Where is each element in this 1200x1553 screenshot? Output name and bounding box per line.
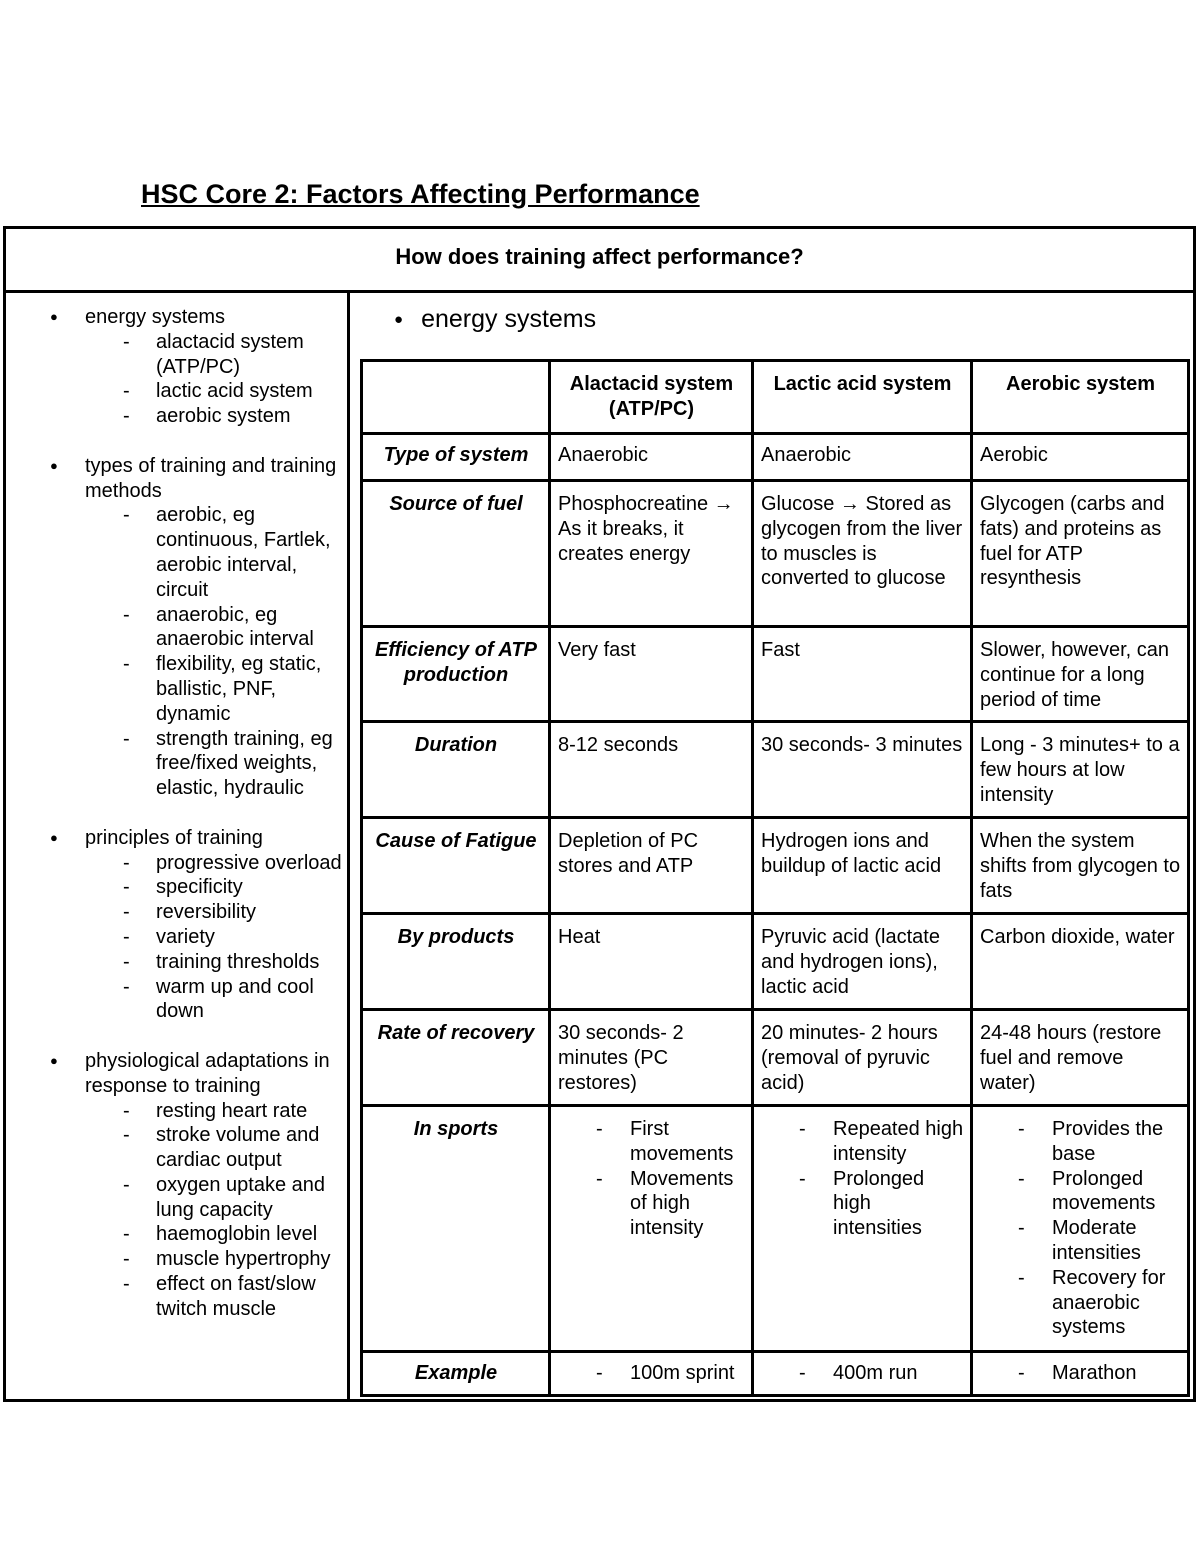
dash-icon: -: [123, 975, 130, 998]
table-row: [362, 481, 1189, 627]
dash-icon: -: [123, 653, 130, 676]
cell-list: [761, 1117, 964, 1241]
section-heading: [394, 301, 596, 338]
dash-icon: -: [123, 925, 130, 948]
subtopic-item: [85, 950, 347, 975]
column-header: Lactic acid system: [753, 361, 972, 434]
table-cell: Anaerobic: [753, 434, 972, 481]
subtopic-item: [85, 1222, 347, 1247]
dash-icon: -: [123, 1223, 130, 1246]
subtopic-label: haemoglobin level: [156, 1223, 318, 1246]
table-cell: Hydrogen ions and buildup of lactic acid: [753, 818, 972, 914]
subtopic-label: lactic acid system: [156, 380, 313, 403]
row-header: Efficiency of ATP production: [362, 627, 550, 722]
subtopic-item: [85, 875, 347, 900]
table-cell: [972, 1352, 1189, 1396]
subtopic-label: stroke volume and cardiac output: [156, 1124, 320, 1172]
topic-item: [6, 305, 347, 429]
row-header: Example: [362, 1352, 550, 1396]
subtopic-label: training thresholds: [156, 950, 320, 973]
table-cell: 30 seconds- 2 minutes (PC restores): [550, 1010, 753, 1106]
cell-list: [761, 1361, 964, 1386]
topic-label: ● energy systems: [85, 306, 226, 328]
dash-icon: -: [123, 380, 130, 403]
table-row: [362, 914, 1189, 1010]
subtopic-label: alactacid system (ATP/PC): [156, 330, 304, 378]
table-cell: 8-12 seconds: [550, 722, 753, 818]
table-cell: Pyruvic acid (lactate and hydrogen ions), lactic acid: [753, 914, 972, 1010]
table-cell: When the system shifts from glycogen to fats: [972, 818, 1189, 914]
column-header: [362, 361, 550, 434]
table-cell: Carbon dioxide, water: [972, 914, 1189, 1010]
cell-list-item: - Movements of high intensity: [558, 1167, 745, 1241]
table-row: [362, 1010, 1189, 1106]
cell-list-item: - Prolonged movements: [980, 1167, 1181, 1217]
cell-list-item: - Provides the base: [980, 1117, 1181, 1167]
table-cell: [972, 1106, 1189, 1352]
dash-icon: -: [123, 1173, 130, 1196]
dash-icon: -: [123, 330, 130, 353]
subtopic-item: [85, 975, 347, 1025]
table-cell: Long - 3 minutes+ to a few hours at low intensity: [972, 722, 1189, 818]
cell-list-item: - 400m run: [761, 1361, 964, 1386]
header-question: How does training affect performance?: [6, 229, 1193, 293]
cell-list-item: - Marathon: [980, 1361, 1181, 1386]
subtopic-label: flexibility, eg static, ballistic, PNF, dynamic: [156, 653, 322, 725]
cell-list-item: - 100m sprint: [558, 1361, 745, 1386]
subtopic-label: reversibility: [156, 901, 257, 924]
table-row: [362, 627, 1189, 722]
subtopic-list: [85, 503, 347, 801]
table-cell: Fast: [753, 627, 972, 722]
table-cell: 30 seconds- 3 minutes: [753, 722, 972, 818]
row-header: Type of system: [362, 434, 550, 481]
topic-label: ● physiological adaptations in response to training: [85, 1049, 330, 1097]
column-header: Aerobic system: [972, 361, 1189, 434]
table-row: [362, 818, 1189, 914]
dash-icon: -: [123, 603, 130, 626]
subtopic-label: resting heart rate: [156, 1099, 308, 1122]
table-cell: Very fast: [550, 627, 753, 722]
table-cell: Depletion of PC stores and ATP: [550, 818, 753, 914]
dash-icon: -: [123, 1124, 130, 1147]
cell-list-item: - Recovery for anaerobic systems: [980, 1266, 1181, 1340]
table-header-row: [362, 361, 1189, 434]
cell-list-item: - Prolonged high intensities: [761, 1167, 964, 1241]
subtopic-label: warm up and cool down: [156, 975, 314, 1023]
outline-table: [3, 226, 1196, 1402]
row-header: Source of fuel: [362, 481, 550, 627]
row-header: By products: [362, 914, 550, 1010]
subtopic-label: aerobic, eg continuous, Fartlek, aerobic interval, circuit: [156, 504, 331, 601]
table-row: [362, 1352, 1189, 1396]
subtopic-label: aerobic system: [156, 405, 291, 428]
table-row: [362, 1106, 1189, 1352]
table-cell: [753, 1106, 972, 1352]
subtopic-item: [85, 1272, 347, 1322]
topic-item: [6, 1049, 347, 1322]
subtopic-item: [85, 1123, 347, 1173]
subtopic-label: specificity: [156, 876, 243, 899]
table-cell: 24-48 hours (restore fuel and remove water): [972, 1010, 1189, 1106]
dash-icon: -: [123, 727, 130, 750]
dash-icon: -: [123, 950, 130, 973]
dash-icon: -: [123, 901, 130, 924]
subtopic-label: strength training, eg free/fixed weights, elastic, hydraulic: [156, 727, 333, 800]
table-cell: Heat: [550, 914, 753, 1010]
cell-list-item: - First movements: [558, 1117, 745, 1167]
subtopic-label: effect on fast/slow twitch muscle: [156, 1273, 316, 1320]
energy-systems-table: [360, 359, 1190, 1397]
energy-systems-column: [350, 293, 1193, 1399]
table-row: [362, 722, 1189, 818]
cell-list: [558, 1117, 745, 1241]
section-heading-label: energy systems: [421, 305, 597, 333]
row-header: In sports: [362, 1106, 550, 1352]
topic-item: [6, 454, 347, 801]
dash-icon: -: [123, 1099, 130, 1122]
dash-icon: -: [123, 405, 130, 428]
subtopic-item: [85, 925, 347, 950]
topics-column: [6, 293, 350, 1399]
subtopic-label: progressive overload: [156, 851, 342, 874]
topic-item: [6, 826, 347, 1024]
subtopic-item: [85, 1247, 347, 1272]
table-cell: [753, 1352, 972, 1396]
table-cell: Anaerobic: [550, 434, 753, 481]
subtopic-item: [85, 330, 347, 380]
table-cell: Aerobic: [972, 434, 1189, 481]
subtopic-item: [85, 727, 347, 801]
cell-list-item: - Repeated high intensity: [761, 1117, 964, 1167]
table-row: [362, 434, 1189, 481]
topic-label: ● types of training and training methods: [85, 454, 337, 502]
row-header: Rate of recovery: [362, 1010, 550, 1106]
topic-label: ● principles of training: [85, 826, 263, 849]
subtopic-item: [85, 652, 347, 726]
table-cell: [550, 1106, 753, 1352]
row-header: Duration: [362, 722, 550, 818]
cell-list: [558, 1361, 745, 1386]
dash-icon: -: [123, 1273, 130, 1296]
subtopic-label: anaerobic, eg anaerobic interval: [156, 603, 314, 651]
subtopic-label: oxygen uptake and lung capacity: [156, 1173, 326, 1221]
subtopic-item: [85, 404, 347, 429]
subtopic-list: [85, 330, 347, 429]
dash-icon: -: [123, 504, 130, 527]
table-cell: 20 minutes- 2 hours (removal of pyruvic acid): [753, 1010, 972, 1106]
table-cell: Glycogen (carbs and fats) and proteins as fuel for ATP resynthesis: [972, 481, 1189, 627]
table-cell: Phosphocreatine → As it breaks, it creates energy: [550, 481, 753, 627]
table-cell: Glucose → Stored as glycogen from the liver to muscles is converted to glucose: [753, 481, 972, 627]
row-header: Cause of Fatigue: [362, 818, 550, 914]
bullet-icon: ●: [394, 311, 404, 329]
dash-icon: -: [123, 876, 130, 899]
cell-list: [980, 1117, 1181, 1340]
subtopic-item: [85, 603, 347, 653]
cell-list: [980, 1361, 1181, 1386]
table-cell: Slower, however, can continue for a long period of time: [972, 627, 1189, 722]
subtopic-item: [85, 503, 347, 602]
dash-icon: -: [123, 851, 130, 874]
subtopic-item: [85, 1099, 347, 1124]
column-header: Alactacid system (ATP/PC): [550, 361, 753, 434]
subtopic-list: [85, 1099, 347, 1322]
table-cell: [550, 1352, 753, 1396]
topic-list: [6, 293, 347, 1322]
dash-icon: -: [123, 1248, 130, 1271]
subtopic-item: [85, 379, 347, 404]
subtopic-item: [85, 1173, 347, 1223]
subtopic-item: [85, 900, 347, 925]
subtopic-list: [85, 851, 347, 1025]
cell-list-item: - Moderate intensities: [980, 1216, 1181, 1266]
page-title: HSC Core 2: Factors Affecting Performance: [141, 179, 700, 209]
subtopic-label: variety: [156, 925, 215, 948]
subtopic-label: muscle hypertrophy: [156, 1248, 331, 1271]
subtopic-item: [85, 851, 347, 876]
